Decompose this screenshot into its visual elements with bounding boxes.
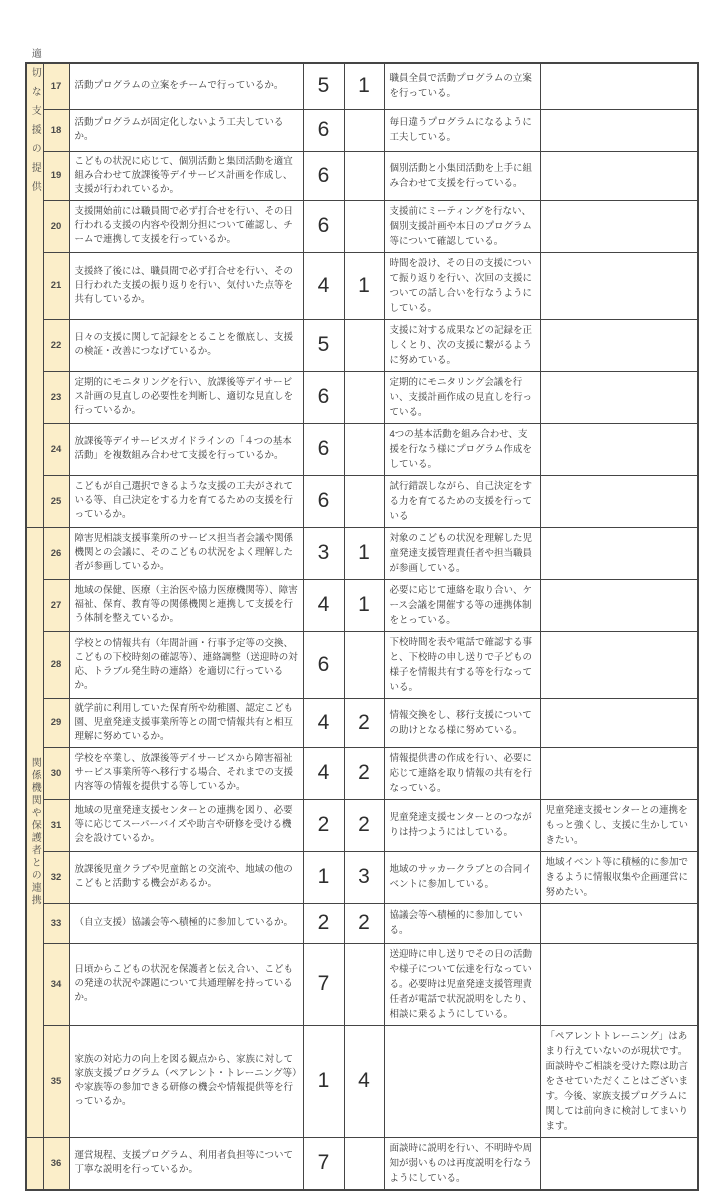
question-cell: 日頃からこどもの状況を保護者と伝え合い、こどもの発達の状況や課題について共通理解を持っているか。 [69,943,303,1025]
score-self-cell: 6 [303,109,344,151]
table-row [26,109,698,151]
comment-cell: 毎日違うプログラムになるように工夫している。 [384,109,540,151]
score-second-cell: 2 [344,698,384,747]
comment-cell: 協議会等へ積極的に参加している。 [384,903,540,943]
table-row [26,631,698,698]
comment-cell: 情報交換をし、移行支援についての助けとなる様に努めている。 [384,698,540,747]
score-self-cell: 3 [303,527,344,579]
question-cell: 定期的にモニタリングを行い、放課後等デイサービス計画の見直しの必要性を判断し、適切な見直しを行っているか。 [69,371,303,423]
table-row [26,799,698,851]
score-second-cell: 2 [344,799,384,851]
question-cell: 支援開始前には職員間で必ず打合せを行い、その日行われる支援の内容や役割分担について確認し、チームで連携して支援を行っているか。 [69,200,303,252]
table-row [26,252,698,319]
row-number: 30 [43,747,69,799]
score-self-cell: 4 [303,747,344,799]
section-label: 適切な支援の提供 [29,48,41,200]
score-second-cell: 2 [344,903,384,943]
row-number: 29 [43,698,69,747]
row-number: 34 [43,943,69,1025]
evaluation-table [25,48,699,1191]
score-self-cell: 6 [303,371,344,423]
question-cell: 学校との情報共有（年間計画・行事予定等の交換、こどもの下校時刻の確認等）、連絡調整（送迎時の対応、トラブル発生時の連絡）を適切に行っているか。 [69,631,303,698]
improvement-comment-cell [540,747,698,799]
table-row [26,1025,698,1137]
score-second-cell [344,371,384,423]
score-self-cell: 7 [303,1137,344,1190]
improvement-comment-cell [540,423,698,475]
improvement-comment-cell [540,631,698,698]
row-number: 25 [43,475,69,527]
table-row [26,747,698,799]
question-cell: こどもが自己選択できるような支援の工夫がされている等、自己決定をする力を育てるための支援を行っているか。 [69,475,303,527]
improvement-comment-cell [540,151,698,200]
score-self-cell: 5 [303,319,344,371]
question-cell: 障害児相談支援事業所のサービス担当者会議や関係機関との会議に、そのこどもの状況をよく理解した者が参画しているか。 [69,527,303,579]
table-row [26,851,698,903]
row-number: 36 [43,1137,69,1190]
score-second-cell [344,943,384,1025]
comment-cell: 職員全員で活動プログラムの立案を行っている。 [384,63,540,109]
score-second-cell: 1 [344,252,384,319]
improvement-comment-cell [540,1137,698,1190]
score-second-cell [344,319,384,371]
score-self-cell: 6 [303,475,344,527]
comment-cell: 支援に対する成果などの記録を正しくとり、次の支援に繋がるように努めている。 [384,319,540,371]
score-second-cell [344,423,384,475]
question-cell: 日々の支援に関して記録をとることを徹底し、支援の検証・改善につなげているか。 [69,319,303,371]
comment-cell: 対象のこどもの状況を理解した児童発達支援管理責任者や担当職員が参画している。 [384,527,540,579]
comment-cell: 個別活動と小集団活動を上手に組み合わせて支援を行っている。 [384,151,540,200]
row-number: 21 [43,252,69,319]
row-number: 22 [43,319,69,371]
comment-cell: 情報提供書の作成を行い、必要に応じて連絡を取り情報の共有を行なっている。 [384,747,540,799]
improvement-comment-cell [540,943,698,1025]
table-row [26,527,698,579]
comment-cell: 時間を設け、その日の支援について振り返りを行い、次回の支援についての話し合いを行なうようにしている。 [384,252,540,319]
improvement-comment-cell [540,698,698,747]
table-row [26,903,698,943]
table-row [26,579,698,631]
score-second-cell [344,631,384,698]
row-number: 17 [43,63,69,109]
table-row [26,151,698,200]
row-number: 35 [43,1025,69,1137]
row-number: 18 [43,109,69,151]
comment-cell [384,1025,540,1137]
improvement-comment-cell [540,903,698,943]
score-self-cell: 1 [303,1025,344,1137]
improvement-comment-cell [540,475,698,527]
improvement-comment-cell: 「ペアレントトレーニング」はあまり行えていないのが現状です。面談時やご相談を受けた際は助言をさせていただくことはございます。今後、家族支援プログラムに関しては前向きに検討してまいります。 [540,1025,698,1137]
question-cell: 家族の対応力の向上を図る観点から、家族に対して家族支援プログラム（ペアレント・トレーニング等）や家族等の参加できる研修の機会や情報提供等を行っているか。 [69,1025,303,1137]
improvement-comment-cell [540,579,698,631]
score-self-cell: 6 [303,423,344,475]
question-cell: 活動プログラムの立案をチームで行っているか。 [69,63,303,109]
question-cell: こどもの状況に応じて、個別活動と集団活動を適宜組み合わせて放課後等デイサービス計画を作成し、支援が行われているか。 [69,151,303,200]
improvement-comment-cell [540,109,698,151]
table-row [26,63,698,109]
score-second-cell [344,151,384,200]
score-self-cell: 4 [303,579,344,631]
table-row [26,200,698,252]
improvement-comment-cell [540,63,698,109]
row-number: 23 [43,371,69,423]
table-row [26,698,698,747]
comment-cell: 4つの基本活動を組み合わせ、支援を行なう様にプログラム作成をしている。 [384,423,540,475]
table-row [26,423,698,475]
score-second-cell: 1 [344,579,384,631]
question-cell: 放課後等デイサービスガイドラインの「４つの基本活動」を複数組み合わせて支援を行っているか。 [69,423,303,475]
score-second-cell: 1 [344,63,384,109]
comment-cell: 下校時間を表や電話で確認する事と、下校時の申し送りで子どもの様子を情報共有する等を行なっている。 [384,631,540,698]
score-self-cell: 7 [303,943,344,1025]
row-number: 31 [43,799,69,851]
row-number: 27 [43,579,69,631]
section-label-cell [26,1137,43,1190]
score-second-cell [344,1137,384,1190]
row-number: 33 [43,903,69,943]
question-cell: （自立支援）協議会等へ積極的に参加しているか。 [69,903,303,943]
score-self-cell: 4 [303,698,344,747]
comment-cell: 支援前にミーティングを行ない、個別支援計画や本日のプログラム等について確認している。 [384,200,540,252]
score-self-cell: 6 [303,631,344,698]
question-cell: 放課後児童クラブや児童館との交流や、地域の他のこどもと活動する機会があるか。 [69,851,303,903]
row-number: 19 [43,151,69,200]
comment-cell: 送迎時に申し送りでその日の活動や様子について伝達を行なっている。必要時は児童発達支援管理責任者が電話で状況説明をしたり、相談に乗るようにしている。 [384,943,540,1025]
question-cell: 支援終了後には、職員間で必ず打合せを行い、その日行われた支援の振り返りを行い、気付いた点等を共有しているか。 [69,252,303,319]
row-number: 32 [43,851,69,903]
table-row [26,1137,698,1190]
score-self-cell: 6 [303,151,344,200]
score-second-cell: 1 [344,527,384,579]
improvement-comment-cell [540,527,698,579]
score-self-cell: 5 [303,63,344,109]
table-row [26,943,698,1025]
score-second-cell: 3 [344,851,384,903]
score-second-cell [344,475,384,527]
question-cell: 学校を卒業し、放課後等デイサービスから障害福祉サービス事業所等へ移行する場合、それまでの支援内容等の情報を提供する等しているか。 [69,747,303,799]
comment-cell: 地域のサッカークラブとの合同イベントに参加している。 [384,851,540,903]
section-label-cell [26,527,43,1137]
question-cell: 就学前に利用していた保育所や幼稚園、認定こども園、児童発達支援事業所等との間で情報共有と相互理解に努めているか。 [69,698,303,747]
table-row [26,319,698,371]
question-cell: 地域の児童発達支援センターとの連携を図り、必要等に応じてスーパーバイズや助言や研修を受ける機会を設けているか。 [69,799,303,851]
comment-cell: 試行錯誤しながら、自己決定をする力を育てるための支援を行っている [384,475,540,527]
score-second-cell [344,109,384,151]
score-second-cell: 4 [344,1025,384,1137]
score-self-cell: 4 [303,252,344,319]
section-label: 関係機関や保護者との連携 [29,757,41,907]
score-self-cell: 1 [303,851,344,903]
improvement-comment-cell [540,200,698,252]
improvement-comment-cell: 地域イベント等に積極的に参加できるように情報収集や企画運営に努めたい。 [540,851,698,903]
row-number: 24 [43,423,69,475]
score-self-cell: 6 [303,200,344,252]
row-number: 20 [43,200,69,252]
score-self-cell: 2 [303,799,344,851]
improvement-comment-cell: 児童発達支援センターとの連携をもっと強くし、支援に生かしていきたい。 [540,799,698,851]
question-cell: 地域の保健、医療（主治医や協力医療機関等）、障害福祉、保育、教育等の関係機関と連携して支援を行う体制を整えているか。 [69,579,303,631]
score-second-cell [344,200,384,252]
table-row [26,475,698,527]
comment-cell: 必要に応じて連絡を取り合い、ケース会議を開催する等の連携体制をとっている。 [384,579,540,631]
row-number: 28 [43,631,69,698]
section-label-cell [26,48,43,527]
comment-cell: 定期的にモニタリング会議を行い、支援計画作成の見直しを行っている。 [384,371,540,423]
row-number: 26 [43,527,69,579]
improvement-comment-cell [540,252,698,319]
question-cell: 活動プログラムが固定化しないよう工夫しているか。 [69,109,303,151]
score-self-cell: 2 [303,903,344,943]
score-second-cell: 2 [344,747,384,799]
improvement-comment-cell [540,371,698,423]
question-cell: 運営規程、支援プログラム、利用者負担等について丁寧な説明を行っているか。 [69,1137,303,1190]
table-row [26,371,698,423]
improvement-comment-cell [540,319,698,371]
comment-cell: 面談時に説明を行い、不明時や周知が弱いものは再度説明を行なうようにしている。 [384,1137,540,1190]
comment-cell: 児童発達支援センターとのつながりは持つようにはしている。 [384,799,540,851]
